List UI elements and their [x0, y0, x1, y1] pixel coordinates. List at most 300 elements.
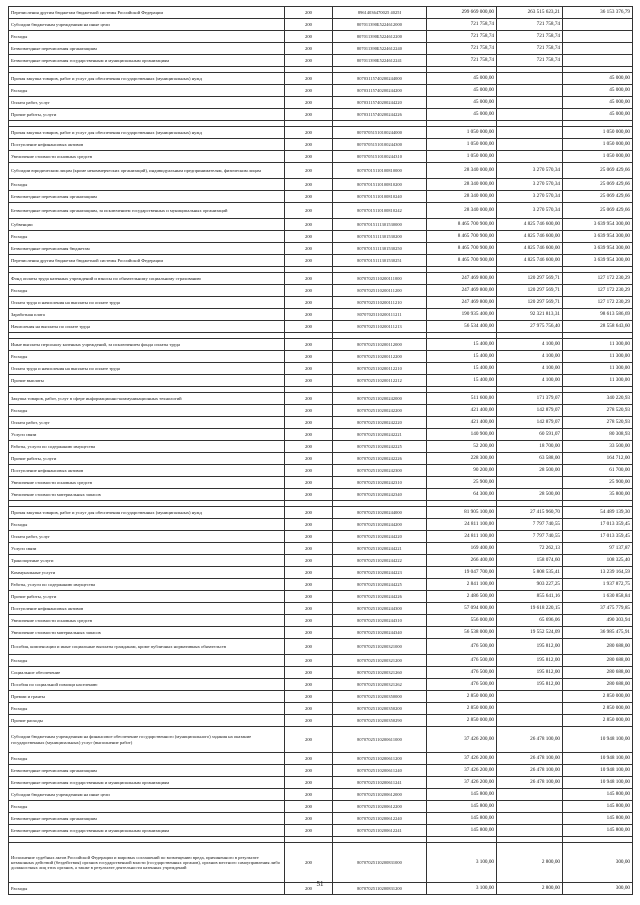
row-executed-amount	[497, 691, 563, 703]
row-approved-amount: 37 426 200,00	[427, 727, 497, 753]
row-budget-code: 80707025110200612000	[333, 789, 427, 801]
row-budget-code: 80707025110200611000	[333, 727, 427, 753]
row-code: 200	[285, 543, 333, 555]
row-budget-code: 80707025110200242300	[333, 465, 427, 477]
row-code: 200	[285, 231, 333, 243]
row-budget-code: 80703115740200244200	[333, 85, 427, 97]
row-code: 200	[285, 441, 333, 453]
row-approved-amount: 721 758,74	[427, 31, 497, 43]
table-row	[9, 55, 633, 67]
row-name: Перечисления другим бюджетам бюджетной системы Российской Федерации	[9, 7, 285, 19]
row-code: 200	[285, 727, 333, 753]
row-remaining-amount: 36 153 376,79	[563, 7, 633, 19]
row-executed-amount: 7 797 740,55	[497, 531, 563, 543]
row-budget-code: 80707025110200242225	[333, 441, 427, 453]
row-remaining-amount: 11 300,00	[563, 375, 633, 387]
row-approved-amount: 556 000,00	[427, 615, 497, 627]
row-approved-amount: 19 047 700,00	[427, 567, 497, 579]
row-budget-code: 80707025110200112212	[333, 375, 427, 387]
table-row	[9, 339, 633, 351]
row-approved-amount: 28 340 000,00	[427, 163, 497, 179]
row-approved-amount: 45 000,00	[427, 97, 497, 109]
row-remaining-amount: 127 172 230,29	[563, 297, 633, 309]
table-row	[9, 139, 633, 151]
row-code: 200	[285, 477, 333, 489]
row-remaining-amount: 45 000,00	[563, 109, 633, 121]
row-executed-amount: 721 758,74	[497, 55, 563, 67]
row-budget-code: 80707051510100244000	[333, 127, 427, 139]
row-remaining-amount: 37 475 779,85	[563, 603, 633, 615]
row-approved-amount: 56 534 400,00	[427, 321, 497, 333]
row-budget-code: 80707025110200244300	[333, 603, 427, 615]
row-remaining-amount: 28 558 643,60	[563, 321, 633, 333]
row-budget-code: 80707025110200244226	[333, 591, 427, 603]
row-approved-amount: 266 400,00	[427, 555, 497, 567]
row-code: 200	[285, 639, 333, 655]
table-row	[9, 375, 633, 387]
table-row	[9, 453, 633, 465]
table-row	[9, 7, 633, 19]
row-code: 200	[285, 679, 333, 691]
row-code: 200	[285, 603, 333, 615]
row-name: Безвозмездные перечисления государственным и муниципальным организациям	[9, 825, 285, 837]
row-budget-code: 80703115740200244220	[333, 97, 427, 109]
row-code: 200	[285, 7, 333, 19]
row-code: 200	[285, 163, 333, 179]
row-code: 200	[285, 393, 333, 405]
row-executed-amount: 721 758,74	[497, 31, 563, 43]
row-executed-amount	[497, 127, 563, 139]
row-name: Прочая закупка товаров, работ и услуг для обеспечения государственных (муниципальных) нужд	[9, 507, 285, 519]
row-executed-amount: 26 478 100,00	[497, 765, 563, 777]
row-name: Увеличение стоимости основных средств	[9, 615, 285, 627]
row-executed-amount: 60 591,07	[497, 429, 563, 441]
row-executed-amount: 19 552 524,09	[497, 627, 563, 639]
row-name: Безвозмездные перечисления организациям	[9, 765, 285, 777]
row-code: 200	[285, 801, 333, 813]
row-remaining-amount: 1 937 872,75	[563, 579, 633, 591]
row-executed-amount: 721 758,74	[497, 43, 563, 55]
row-name: Услуги связи	[9, 543, 285, 555]
row-code: 200	[285, 375, 333, 387]
row-remaining-amount: 17 013 359,45	[563, 519, 633, 531]
row-executed-amount: 4 825 746 600,00	[497, 255, 563, 267]
row-remaining-amount	[563, 19, 633, 31]
table-row	[9, 765, 633, 777]
table-row	[9, 477, 633, 489]
row-remaining-amount: 17 013 359,45	[563, 531, 633, 543]
row-name: Коммунальные услуги	[9, 567, 285, 579]
row-executed-amount: 28 500,00	[497, 489, 563, 501]
row-code: 200	[285, 655, 333, 667]
row-approved-amount: 247 469 800,00	[427, 297, 497, 309]
row-name: Поступление нефинансовых активов	[9, 139, 285, 151]
row-code: 200	[285, 309, 333, 321]
row-approved-amount: 476 500,00	[427, 655, 497, 667]
row-approved-amount: 140 900,00	[427, 429, 497, 441]
row-remaining-amount: 45 000,00	[563, 97, 633, 109]
row-executed-amount	[497, 73, 563, 85]
row-executed-amount	[497, 715, 563, 727]
row-code: 200	[285, 531, 333, 543]
row-budget-code: 80707051510100244300	[333, 139, 427, 151]
row-remaining-amount: 25 069 429,66	[563, 163, 633, 179]
row-executed-amount: 195 812,00	[497, 655, 563, 667]
row-approved-amount: 3 100,00	[427, 843, 497, 883]
row-name: Безвозмездные перечисления государственным и муниципальным организациям	[9, 777, 285, 789]
row-executed-amount: 4 100,00	[497, 375, 563, 387]
table-row	[9, 429, 633, 441]
row-approved-amount: 28 340 000,00	[427, 191, 497, 203]
row-name: Расходы	[9, 285, 285, 297]
row-code: 200	[285, 825, 333, 837]
row-code: 200	[285, 567, 333, 579]
row-budget-code: 80707025110200612200	[333, 801, 427, 813]
row-code: 200	[285, 19, 333, 31]
row-remaining-amount: 2 850 000,00	[563, 715, 633, 727]
row-name: Оплата работ, услуг	[9, 531, 285, 543]
row-remaining-amount: 280 688,00	[563, 679, 633, 691]
table-row	[9, 441, 633, 453]
row-remaining-amount: 10 948 100,00	[563, 765, 633, 777]
row-budget-code: 807011390Б5224612240	[333, 43, 427, 55]
row-executed-amount: 4 825 746 600,00	[497, 231, 563, 243]
row-remaining-amount: 3 639 954 300,00	[563, 231, 633, 243]
row-executed-amount: 195 812,00	[497, 639, 563, 655]
table-row	[9, 363, 633, 375]
table-row	[9, 615, 633, 627]
row-approved-amount: 45 000,00	[427, 73, 497, 85]
table-row	[9, 519, 633, 531]
row-budget-code: 80707015110100810200	[333, 179, 427, 191]
row-approved-amount: 28 340 000,00	[427, 203, 497, 219]
row-remaining-amount: 280 688,00	[563, 667, 633, 679]
row-remaining-amount: 1 050 000,00	[563, 151, 633, 163]
row-executed-amount: 4 825 746 600,00	[497, 243, 563, 255]
row-remaining-amount: 33 500,00	[563, 441, 633, 453]
row-remaining-amount: 164 712,00	[563, 453, 633, 465]
row-remaining-amount: 2 850 000,00	[563, 703, 633, 715]
row-remaining-amount: 61 700,00	[563, 465, 633, 477]
row-code: 200	[285, 507, 333, 519]
row-remaining-amount: 145 800,00	[563, 825, 633, 837]
row-name: Исполнение судебных актов Российской Федерации и мировых соглашений по возмещению вреда, причиненного в результате незаконных действий (бездействия) органов государственной власти (государственных органов), органов местного самоуправления либо должностных лиц этих органов, а также в результате деятельности казенных учреждений	[9, 843, 285, 883]
row-budget-code: 80707025110200244223	[333, 567, 427, 579]
row-code: 200	[285, 555, 333, 567]
row-code: 200	[285, 179, 333, 191]
row-executed-amount: 3 270 570,34	[497, 203, 563, 219]
row-code: 200	[285, 715, 333, 727]
row-approved-amount: 8 465 700 900,00	[427, 219, 497, 231]
row-budget-code: 80707025110200244221	[333, 543, 427, 555]
row-name: Расходы	[9, 405, 285, 417]
table-row	[9, 777, 633, 789]
row-approved-amount: 1 050 000,00	[427, 127, 497, 139]
row-approved-amount: 15 400,00	[427, 351, 497, 363]
row-name: Расходы	[9, 883, 285, 895]
row-executed-amount: 28 500,00	[497, 465, 563, 477]
row-code: 200	[285, 591, 333, 603]
row-name: Прочие работы, услуги	[9, 591, 285, 603]
table-row	[9, 591, 633, 603]
table-row	[9, 825, 633, 837]
row-code: 200	[285, 127, 333, 139]
row-executed-amount: 26 478 100,00	[497, 777, 563, 789]
row-executed-amount: 72 262,13	[497, 543, 563, 555]
row-name: Увеличение стоимости материальных запасов	[9, 489, 285, 501]
row-code: 200	[285, 627, 333, 639]
row-code: 200	[285, 489, 333, 501]
row-code: 200	[285, 753, 333, 765]
table-row	[9, 655, 633, 667]
table-row	[9, 555, 633, 567]
row-remaining-amount: 3 639 954 300,00	[563, 243, 633, 255]
row-name: Прочая закупка товаров, работ и услуг для обеспечения государственных (муниципальных) нужд	[9, 73, 285, 85]
row-name: Оплата работ, услуг	[9, 97, 285, 109]
row-budget-code: 80707025110200244200	[333, 519, 427, 531]
row-code: 200	[285, 31, 333, 43]
table-row	[9, 543, 633, 555]
row-remaining-amount: 280 688,00	[563, 639, 633, 655]
row-executed-amount: 142 879,07	[497, 417, 563, 429]
row-budget-code: 80707025110200111213	[333, 321, 427, 333]
row-name: Увеличение стоимости основных средств	[9, 477, 285, 489]
row-remaining-amount: 1 050 000,00	[563, 139, 633, 151]
table-row	[9, 813, 633, 825]
row-budget-code: 80707025110200242000	[333, 393, 427, 405]
row-name: Безвозмездные перечисления организациям	[9, 43, 285, 55]
row-code: 200	[285, 765, 333, 777]
row-name: Расходы	[9, 801, 285, 813]
row-executed-amount	[497, 151, 563, 163]
row-remaining-amount: 10 948 100,00	[563, 753, 633, 765]
row-budget-code: 80707025110200321262	[333, 679, 427, 691]
row-approved-amount: 52 200,00	[427, 441, 497, 453]
row-remaining-amount: 25 069 429,66	[563, 179, 633, 191]
row-code: 200	[285, 465, 333, 477]
row-executed-amount: 27 975 756,40	[497, 321, 563, 333]
row-remaining-amount: 278 520,93	[563, 405, 633, 417]
row-budget-code: 80703115740200244226	[333, 109, 427, 121]
budget-execution-table	[8, 6, 633, 895]
row-budget-code: 807011390Б5224612000	[333, 19, 427, 31]
row-executed-amount: 26 478 100,00	[497, 753, 563, 765]
row-budget-code: 80707025110200242220	[333, 417, 427, 429]
row-executed-amount: 27 415 960,70	[497, 507, 563, 519]
row-budget-code: 80707025110200350200	[333, 703, 427, 715]
row-code: 200	[285, 43, 333, 55]
row-name: Субсидии юридическим лицам (кроме некоммерческих организаций), индивидуальным предпринимателям, физическим лицам	[9, 163, 285, 179]
row-approved-amount: 90 200,00	[427, 465, 497, 477]
row-name: Работы, услуги по содержанию имущества	[9, 441, 285, 453]
row-approved-amount: 145 800,00	[427, 813, 497, 825]
row-executed-amount: 195 812,00	[497, 667, 563, 679]
row-budget-code: 80707015110100810242	[333, 203, 427, 219]
row-remaining-amount: 45 000,00	[563, 73, 633, 85]
row-name: Прочие расходы	[9, 715, 285, 727]
row-name: Пособия по социальной помощи населению	[9, 679, 285, 691]
table-row	[9, 31, 633, 43]
table-row	[9, 405, 633, 417]
row-budget-code: 80707025110200611241	[333, 777, 427, 789]
row-remaining-amount: 10 948 100,00	[563, 727, 633, 753]
row-remaining-amount: 3 639 954 300,00	[563, 255, 633, 267]
table-row	[9, 191, 633, 203]
row-code: 200	[285, 789, 333, 801]
row-approved-amount: 145 800,00	[427, 801, 497, 813]
row-budget-code: 80707015110100810000	[333, 163, 427, 179]
row-remaining-amount: 127 172 230,29	[563, 285, 633, 297]
row-executed-amount: 903 227,25	[497, 579, 563, 591]
row-name: Расходы	[9, 31, 285, 43]
row-code: 200	[285, 777, 333, 789]
row-name: Прочие работы, услуги	[9, 109, 285, 121]
row-code: 200	[285, 73, 333, 85]
table-body	[9, 7, 633, 895]
table-row	[9, 127, 633, 139]
table-row	[9, 843, 633, 883]
table-row	[9, 97, 633, 109]
row-name: Услуги связи	[9, 429, 285, 441]
row-code: 200	[285, 429, 333, 441]
row-executed-amount: 18 700,00	[497, 441, 563, 453]
row-executed-amount: 4 100,00	[497, 363, 563, 375]
row-approved-amount: 476 500,00	[427, 679, 497, 691]
row-remaining-amount: 35 800,00	[563, 489, 633, 501]
row-name: Расходы	[9, 753, 285, 765]
row-name: Субвенции	[9, 219, 285, 231]
table-row	[9, 231, 633, 243]
table-row	[9, 309, 633, 321]
row-name: Расходы	[9, 519, 285, 531]
row-code: 200	[285, 703, 333, 715]
row-name: Премии и гранты	[9, 691, 285, 703]
row-remaining-amount: 97 137,87	[563, 543, 633, 555]
row-approved-amount: 15 400,00	[427, 339, 497, 351]
row-name: Поступление нефинансовых активов	[9, 465, 285, 477]
row-executed-amount: 2 800,00	[497, 883, 563, 895]
row-remaining-amount: 25 900,00	[563, 477, 633, 489]
row-approved-amount: 190 935 400,00	[427, 309, 497, 321]
row-code: 200	[285, 109, 333, 121]
row-executed-amount: 3 270 570,34	[497, 191, 563, 203]
row-approved-amount: 37 426 200,00	[427, 777, 497, 789]
row-name: Прочие выплаты	[9, 375, 285, 387]
row-name: Безвозмездные перечисления организациям	[9, 813, 285, 825]
row-code: 200	[285, 85, 333, 97]
row-budget-code: 80707015110100810240	[333, 191, 427, 203]
row-budget-code: 80707025110200321000	[333, 639, 427, 655]
table-row	[9, 179, 633, 191]
row-budget-code: 80707025110200111211	[333, 309, 427, 321]
row-approved-amount: 2 850 000,00	[427, 703, 497, 715]
row-code: 200	[285, 243, 333, 255]
row-approved-amount: 228 300,00	[427, 453, 497, 465]
row-code: 200	[285, 579, 333, 591]
row-remaining-amount: 108 325,40	[563, 555, 633, 567]
row-remaining-amount: 145 800,00	[563, 813, 633, 825]
table-row	[9, 219, 633, 231]
table-row	[9, 151, 633, 163]
row-executed-amount	[497, 813, 563, 825]
row-executed-amount: 142 879,07	[497, 405, 563, 417]
row-executed-amount: 120 297 569,71	[497, 297, 563, 309]
table-row	[9, 567, 633, 579]
row-executed-amount: 158 074,60	[497, 555, 563, 567]
page-number: 51	[316, 880, 324, 888]
row-executed-amount: 120 297 569,71	[497, 273, 563, 285]
row-remaining-amount: 25 069 429,66	[563, 203, 633, 219]
row-budget-code: 80707025110200244225	[333, 579, 427, 591]
row-name: Расходы	[9, 655, 285, 667]
row-approved-amount: 15 400,00	[427, 363, 497, 375]
row-approved-amount: 37 426 200,00	[427, 753, 497, 765]
table-row	[9, 703, 633, 715]
row-budget-code: 80707025110200350290	[333, 715, 427, 727]
row-executed-amount	[497, 85, 563, 97]
row-approved-amount: 45 000,00	[427, 85, 497, 97]
row-executed-amount	[497, 477, 563, 489]
row-name: Пособия, компенсации и иные социальные выплаты гражданам, кроме публичных нормативных обязательств	[9, 639, 285, 655]
row-approved-amount: 3 100,00	[427, 883, 497, 895]
row-approved-amount: 511 600,00	[427, 393, 497, 405]
row-remaining-amount: 80 308,93	[563, 429, 633, 441]
row-executed-amount: 721 758,74	[497, 19, 563, 31]
row-remaining-amount: 300,00	[563, 843, 633, 883]
row-code: 200	[285, 55, 333, 67]
row-approved-amount: 57 094 000,00	[427, 603, 497, 615]
row-remaining-amount: 25 069 429,66	[563, 191, 633, 203]
row-approved-amount: 721 758,74	[427, 43, 497, 55]
row-approved-amount: 421 400,00	[427, 417, 497, 429]
table-row	[9, 109, 633, 121]
row-budget-code: 80707025110200242310	[333, 477, 427, 489]
row-executed-amount: 26 478 100,00	[497, 727, 563, 753]
row-name: Работы, услуги по содержанию имущества	[9, 579, 285, 591]
row-code: 200	[285, 191, 333, 203]
row-approved-amount: 56 538 000,00	[427, 627, 497, 639]
table-row	[9, 627, 633, 639]
row-approved-amount: 64 300,00	[427, 489, 497, 501]
row-executed-amount	[497, 789, 563, 801]
row-budget-code: 80707015111301530000	[333, 219, 427, 231]
row-code: 200	[285, 219, 333, 231]
row-approved-amount: 1 050 000,00	[427, 139, 497, 151]
row-name: Оплата труда и начисления на выплаты по оплате труда	[9, 297, 285, 309]
row-budget-code: 807011390Б5224612200	[333, 31, 427, 43]
row-approved-amount: 169 400,00	[427, 543, 497, 555]
row-approved-amount: 145 800,00	[427, 825, 497, 837]
row-code: 200	[285, 813, 333, 825]
row-code: 200	[285, 405, 333, 417]
row-remaining-amount: 2 850 000,00	[563, 691, 633, 703]
row-budget-code: 80707015111301530250	[333, 243, 427, 255]
row-approved-amount: 476 500,00	[427, 639, 497, 655]
row-remaining-amount: 11 300,00	[563, 351, 633, 363]
row-name: Увеличение стоимости основных средств	[9, 151, 285, 163]
row-name: Начисления на выплаты по оплате труда	[9, 321, 285, 333]
row-remaining-amount	[563, 55, 633, 67]
row-name: Расходы	[9, 231, 285, 243]
table-row	[9, 321, 633, 333]
row-budget-code: 80707025110200244222	[333, 555, 427, 567]
row-executed-amount: 4 100,00	[497, 339, 563, 351]
row-budget-code: 80707025110200611240	[333, 765, 427, 777]
row-approved-amount: 247 469 800,00	[427, 273, 497, 285]
table-row	[9, 243, 633, 255]
row-name: Расходы	[9, 179, 285, 191]
table-row	[9, 753, 633, 765]
